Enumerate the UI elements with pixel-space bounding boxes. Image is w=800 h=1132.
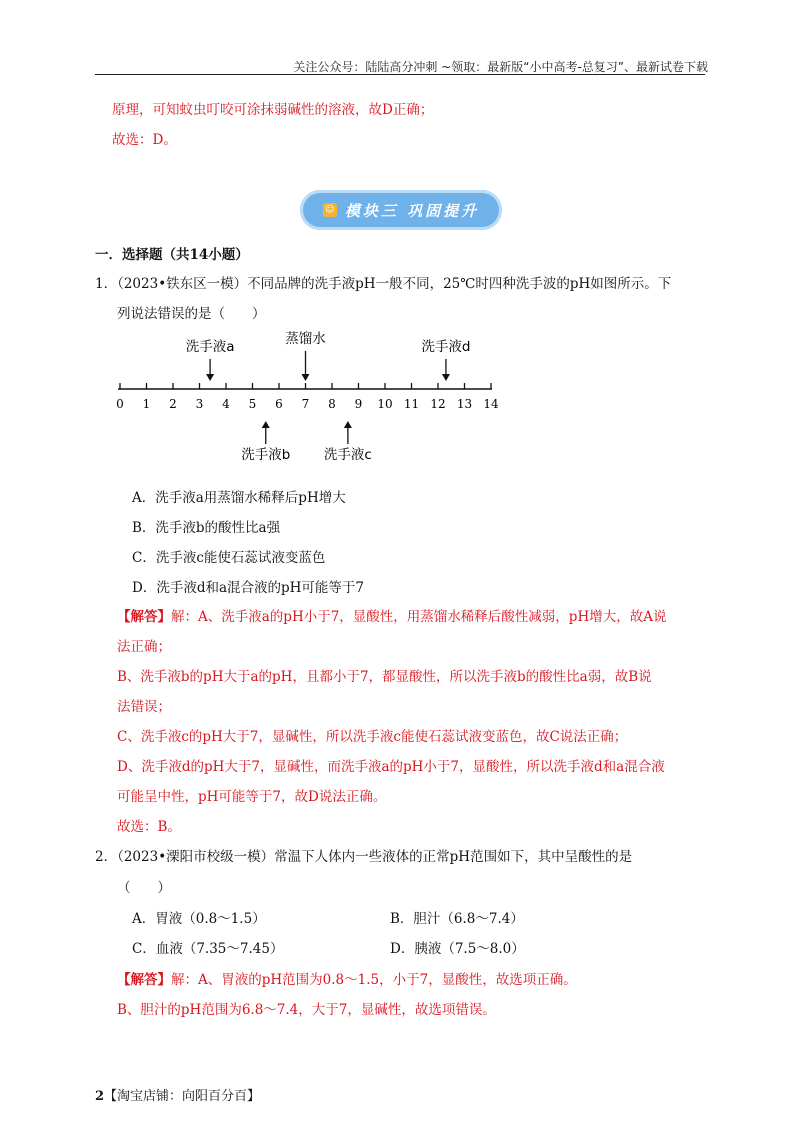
header-divider	[95, 74, 705, 75]
q2-answer-line-2: B、胆汁的pH范围为6.8～7.4，大于7，显碱性，故选项错误。	[117, 1002, 496, 1018]
q1-answer-line-8: 故选：B。	[117, 819, 181, 835]
smile-icon: ☺	[323, 203, 337, 217]
q1-answer-line-3: B、洗手液b的pH大于a的pH，且都小于7，都显酸性，所以洗手液b的酸性比a弱，故B说	[117, 669, 652, 685]
prev-answer-line-2: 故选：D。	[112, 132, 177, 148]
ph-tick-label: 2	[169, 397, 177, 411]
q1-stem-line-1: 1．（2023•铁东区一模）不同品牌的洗手液pH一般不同，25℃时四种洗手波的pH如图所示。下	[95, 276, 672, 292]
ph-tick-label: 13	[456, 397, 473, 411]
ph-tick-label: 0	[116, 397, 124, 411]
q2-option-c: C．血液（7.35～7.45）	[132, 941, 284, 957]
page-header: 关注公众号：陆陆高分冲刺 ~领取：最新版“小中高考-总复习”、最新试卷下载	[293, 60, 708, 74]
ph-label-d: 洗手液d	[421, 339, 471, 355]
q1-option-a: A．洗手液a用蒸馏水稀释后pH增大	[132, 490, 346, 506]
ph-tick-label: 8	[328, 397, 336, 411]
q1-stem-line-2: 列说法错误的是（ ）	[117, 306, 266, 322]
ph-number-line-figure	[110, 325, 500, 470]
ph-arrow-head-a	[206, 374, 214, 381]
q1-answer-text-1: 解：A、洗手液a的pH小于7，显酸性，用蒸馏水稀释后酸性减弱，pH增大，故A说	[171, 609, 667, 625]
ph-arrow-head-c	[344, 421, 352, 428]
q1-answer-line-4: 法错误；	[117, 699, 171, 715]
ph-tick-label: 11	[403, 397, 420, 411]
ph-label-a: 洗手液a	[185, 339, 235, 355]
footer-shop: 【淘宝店铺：向阳百分百】	[104, 1089, 261, 1104]
ph-tick-label: 5	[248, 397, 257, 411]
ph-tick-label: 9	[354, 397, 363, 411]
q2-option-a: A．胃液（0.8～1.5）	[132, 911, 266, 927]
ph-tick-label: 1	[142, 397, 151, 411]
q1-option-c: C．洗手液c能使石蕊试液变蓝色	[132, 550, 326, 566]
page-footer	[95, 1085, 260, 1104]
ph-label-c: 洗手液c	[323, 447, 372, 463]
ph-tick-label: 4	[222, 397, 230, 411]
module-banner	[300, 190, 502, 230]
ph-tick-label: 7	[301, 397, 310, 411]
q2-answer-tag: 【解答】	[117, 972, 171, 988]
q2-answer-text-1: 解：A、胃液的pH范围为0.8～1.5，小于7，显酸性，故选项正确。	[171, 972, 577, 988]
q1-answer-line-6: D、洗手液d的pH大于7，显碱性，而洗手液a的pH小于7，显酸性，所以洗手液d和a混合液	[117, 759, 665, 775]
ph-tick-label: 3	[195, 397, 204, 411]
module-banner-title: 模块三 巩固提升	[344, 201, 480, 220]
q1-option-b: B．洗手液b的酸性比a强	[132, 520, 281, 536]
page-number: 2	[95, 1089, 105, 1104]
ph-tick-label: 12	[430, 397, 446, 411]
ph-ticks	[116, 383, 499, 411]
ph-label-water: 蒸馏水	[285, 331, 326, 347]
q1-answer-line-2: 法正确；	[117, 639, 171, 655]
ph-arrow-head-water	[302, 374, 310, 381]
q1-answer-line-7: 可能呈中性，pH可能等于7，故D说法正确。	[117, 789, 387, 805]
q2-stem-line-2: （ ）	[117, 880, 171, 896]
q1-option-d: D．洗手液d和a混合液的pH可能等于7	[132, 580, 365, 596]
q1-answer-line-5: C、洗手液c的pH大于7，显碱性，所以洗手液c能使石蕊试液变蓝色，故C说法正确；	[117, 729, 628, 745]
ph-tick-label: 6	[275, 397, 283, 411]
ph-tick-label: 14	[483, 397, 499, 411]
q2-option-b: B．胆汁（6.8～7.4）	[390, 911, 524, 927]
q2-answer-line-1	[117, 968, 577, 988]
ph-arrow-head-d	[442, 374, 450, 381]
q2-stem-line-1: 2．（2023•溧阳市校级一模）常温下人体内一些液体的正常pH范围如下，其中呈酸性的是	[95, 849, 633, 865]
prev-answer-line-1: 原理，可知蚊虫叮咬可涂抹弱碱性的溶液，故D正确；	[112, 102, 434, 118]
q2-option-d: D．胰液（7.5～8.0）	[390, 941, 525, 957]
ph-arrow-head-b	[262, 421, 270, 428]
section-title: 一．选择题（共14小题）	[95, 247, 249, 263]
ph-tick-label: 10	[377, 397, 393, 411]
q1-answer-line-1	[117, 605, 666, 625]
ph-label-b: 洗手液b	[241, 447, 291, 463]
q1-answer-tag: 【解答】	[117, 609, 171, 625]
